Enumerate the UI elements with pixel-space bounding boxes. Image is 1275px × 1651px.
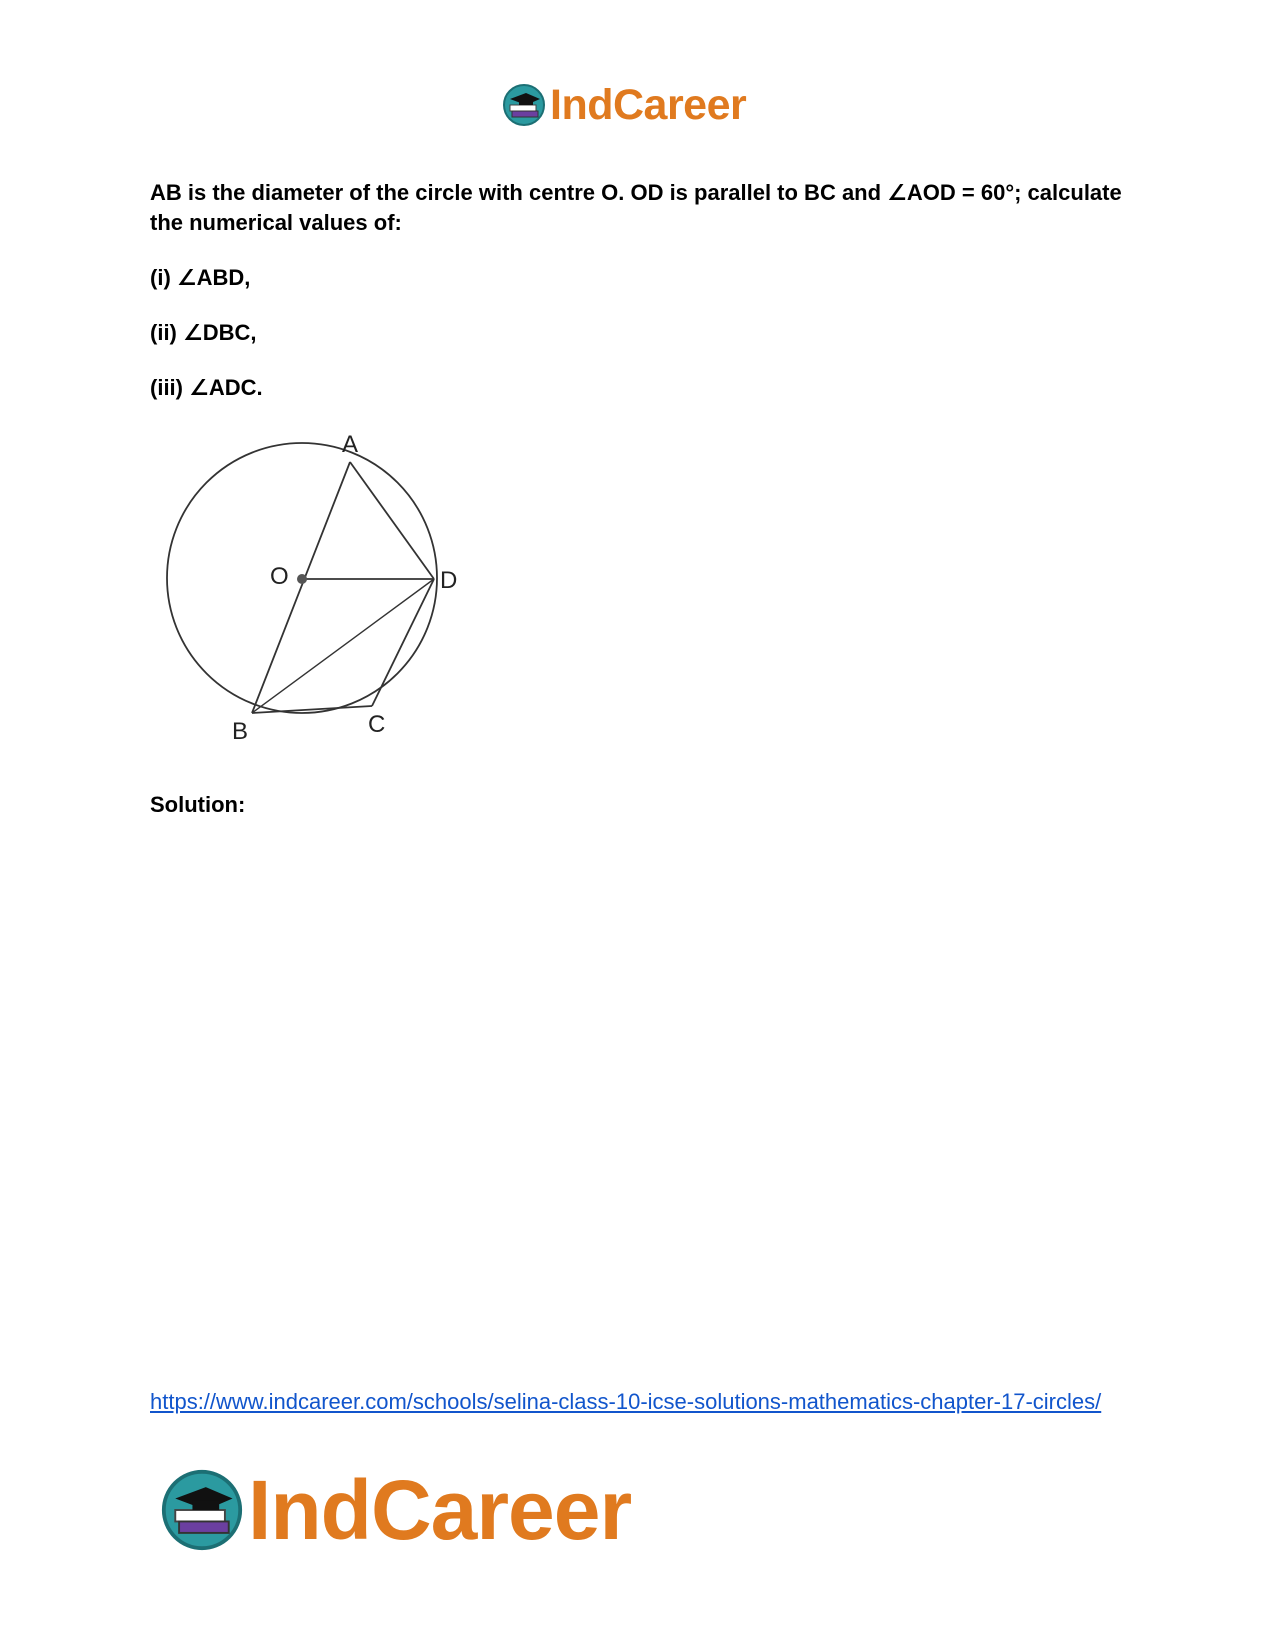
question-part-2: (ii) ∠DBC, xyxy=(150,320,257,345)
segment-ab xyxy=(252,462,350,713)
graduation-cap-logo-icon xyxy=(502,83,546,127)
footer-url-link[interactable]: https://www.indcareer.com/schools/selina-class-10-icse-solutions-mathematics-chapter-17-circles/ xyxy=(150,1389,1102,1414)
label-b: B xyxy=(232,718,249,745)
question-part-1: (i) ∠ABD, xyxy=(150,265,251,290)
label-a: A xyxy=(342,431,359,458)
segment-dc xyxy=(372,579,434,706)
segment-bd xyxy=(252,579,434,713)
segment-ad xyxy=(350,462,434,579)
label-o: O xyxy=(270,563,289,590)
label-d: D xyxy=(440,567,458,594)
footer-logo-text: IndCareer xyxy=(248,1463,632,1557)
question-text: AB is the diameter of the circle with centre O. OD is parallel to BC and ∠AOD = 60°; calculate the numerical values of: xyxy=(150,180,1122,235)
question-part-3: (iii) ∠ADC. xyxy=(150,375,263,400)
footer-logo xyxy=(160,1465,700,1555)
solution-heading: Solution: xyxy=(150,792,246,817)
graduation-cap-logo-icon xyxy=(160,1468,244,1552)
header-logo-text: IndCareer xyxy=(550,80,747,129)
centre-point xyxy=(297,574,307,584)
label-c: C xyxy=(368,711,386,738)
circle-diagram xyxy=(158,430,478,760)
header-logo xyxy=(502,80,772,130)
